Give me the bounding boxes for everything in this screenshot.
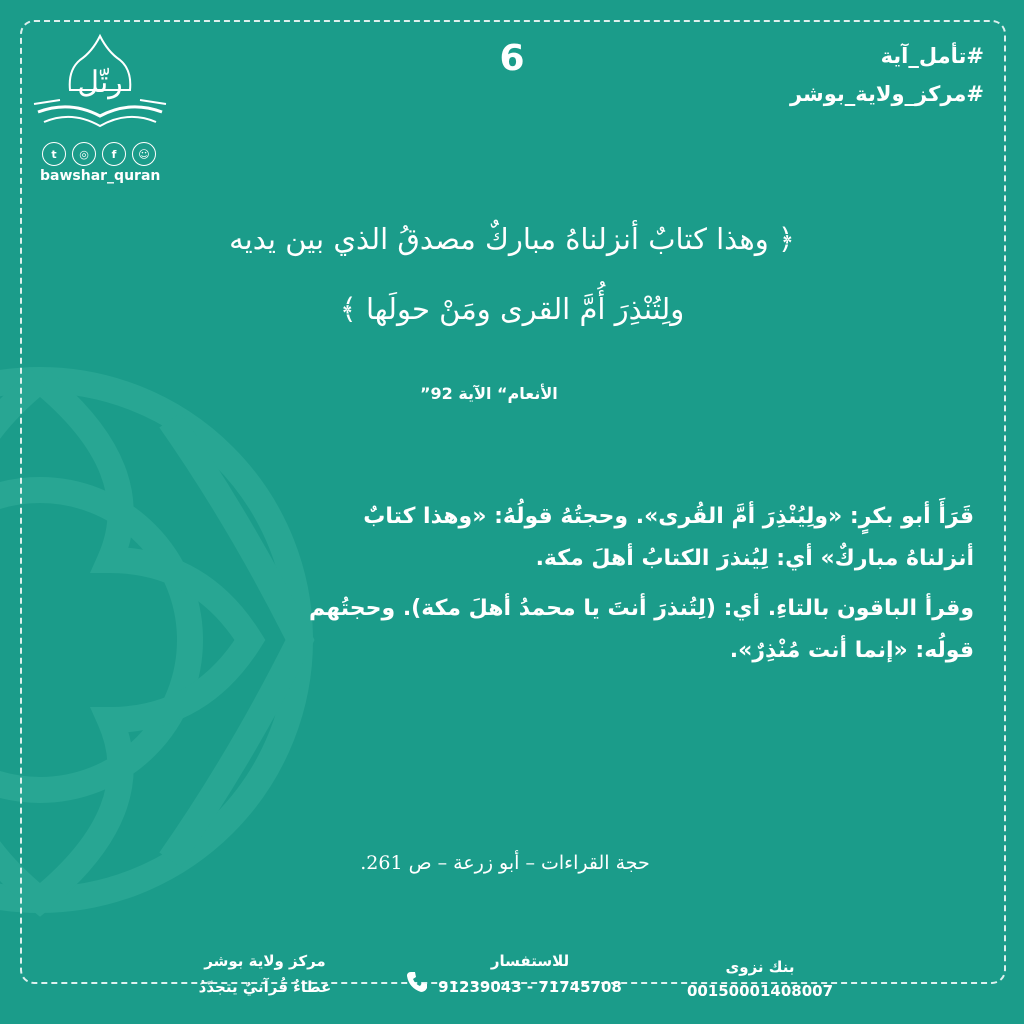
logo-text: رتّل xyxy=(77,65,123,100)
verse-line-1: ﴿ وهذا كتابٌ أنزلناهُ مباركٌ مصدقُ الذي بين يديه xyxy=(229,222,795,256)
phone-icon xyxy=(405,970,429,994)
social-handle: bawshar_quran xyxy=(40,168,161,184)
facebook-icon[interactable]: f xyxy=(102,142,126,166)
twitter-icon[interactable]: t xyxy=(42,142,66,166)
commentary-line-1: قَرَأَ أبو بكرٍ: «ولِيُنْذِرَ أمَّ القُرى». وحجتُهُ قولُهُ: «وهذا كتابٌ xyxy=(363,504,974,529)
instagram-icon[interactable]: ◎ xyxy=(72,142,96,166)
hashtag-markaz-bawshar: #مركز_ولاية_بوشر xyxy=(789,82,984,106)
verse-reference: الأنعام“ الآية 92” xyxy=(420,384,558,403)
bank-label: بنك نزوى xyxy=(725,958,795,976)
commentary-line-4: قولُه: «إنما أنت مُنْذِرٌ». xyxy=(729,638,974,663)
verse-line-2: ولِتُنْذِرَ أُمَّ القرى ومَنْ حولَها ﴾ xyxy=(339,292,685,326)
hashtag-ta-ammal-aya: #تأمل_آية xyxy=(880,44,984,68)
page-number: 6 xyxy=(499,38,525,79)
social-icons xyxy=(42,142,156,166)
footer-slogan: عطاءٌ قُرآنيٌ يتجدّدُ xyxy=(198,978,332,996)
quran-book-logo xyxy=(30,30,170,150)
phone-numbers[interactable]: 91239043 - 71745708 xyxy=(438,978,622,996)
bank-account-number: 00150001408007 xyxy=(686,982,834,1000)
inquiry-label: للاستفسار xyxy=(490,952,570,970)
source-citation: حجة القراءات – أبو زرعة – ص 261. xyxy=(360,852,650,874)
footer-center-name: مركز ولاية بوشر xyxy=(204,952,326,970)
commentary-line-2: أنزلناهُ مباركٌ» أي: لِيُنذرَ الكتابُ أهلَ مكة. xyxy=(535,546,974,571)
commentary-line-3: وقرأ الباقون بالتاءِ. أي: (لِتُنذرَ أنتَ يا محمدُ أهلَ مكة). وحجتُهم xyxy=(309,596,974,621)
snapchat-icon[interactable]: ☺ xyxy=(132,142,156,166)
